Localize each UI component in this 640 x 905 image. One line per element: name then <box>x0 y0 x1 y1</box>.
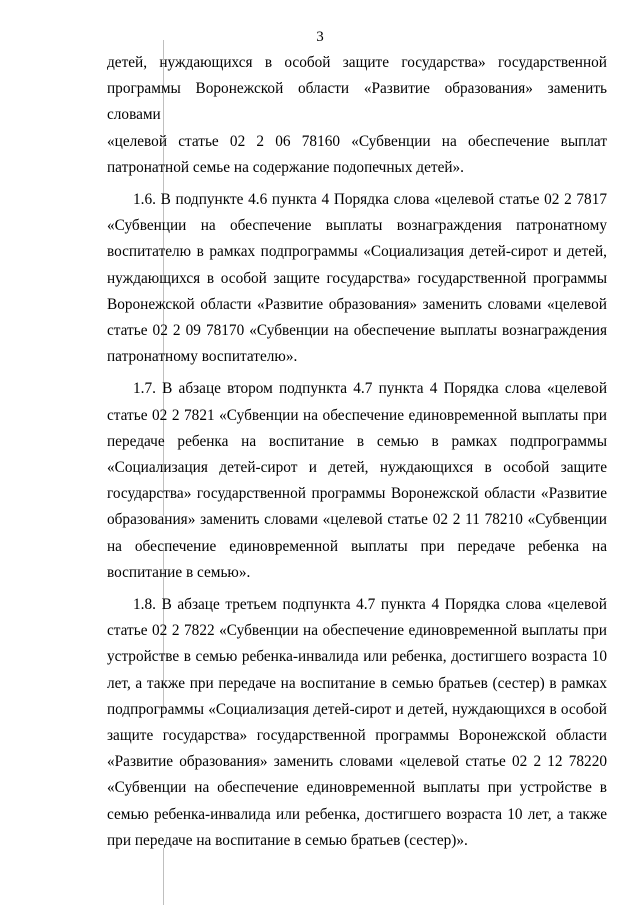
clause-1-8-start: 1.8. В абзаце третьем подпункта 4.7 пункта 4 Порядка слова «целевой <box>133 596 607 614</box>
text-line: «целевой статье 02 2 06 78160 «Субвенции на обеспечение выплат <box>107 132 607 150</box>
text-line: подпрограммы «Социализация детей-сирот и детей, нуждающихся в особой <box>107 700 607 718</box>
text-line: воспитателю в рамках подпрограммы «Социализация детей-сирот и детей, <box>107 243 607 261</box>
text-line: детей, нуждающихся в особой защите государства» государственной <box>107 54 607 71</box>
text-line: «Субвенции на обеспечение единовременной выплаты при устройстве в <box>107 779 607 797</box>
text-line: «Развитие образования» заменить словами «целевой статье 02 2 12 78220 <box>107 753 607 771</box>
text-line: программы Воронежской области «Развитие образования» заменить словами <box>107 80 607 124</box>
margin-rule-bottom <box>163 848 164 905</box>
clause-1-6-start: 1.6. В подпункте 4.6 пункта 4 Порядка слова «целевой статье 02 2 7817 <box>133 191 607 209</box>
text-line: «Социализация детей-сирот и детей, нуждающихся в особой защите <box>107 459 607 477</box>
text-line: воспитание в семью». <box>107 563 251 581</box>
clause-1-7-start: 1.7. В абзаце втором подпункта 4.7 пункта 4 Порядка слова «целевой <box>133 380 607 398</box>
text-line: статье 02 2 7821 «Субвенции на обеспечение единовременной выплаты при <box>107 406 607 424</box>
text-line: нуждающихся в особой защите государства» государственной программы <box>107 269 607 287</box>
text-line: Воронежской области «Развитие образования» заменить словами «целевой <box>107 295 607 313</box>
document-body <box>107 50 607 854</box>
text-line: устройстве в семью ребенка-инвалида или ребенка, достигшего возраста 10 <box>107 648 607 666</box>
text-line: образования» заменить словами «целевой статье 02 2 11 78210 «Субвенции <box>107 511 607 529</box>
text-line: статье 02 2 7822 «Субвенции на обеспечение единовременной выплаты при <box>107 622 607 640</box>
text-line: патронатному воспитателю». <box>107 348 298 366</box>
text-line: лет, а также при передаче на воспитание в семью братьев (сестер) в рамках <box>107 674 607 692</box>
text-line: «Субвенции на обеспечение выплаты вознаграждения патронатному <box>107 217 607 235</box>
text-line: на обеспечение единовременной выплаты при передаче ребенка на <box>107 537 607 555</box>
page-number: 3 <box>316 29 324 45</box>
text-line: патронатной семье на содержание подопечных детей». <box>107 158 465 176</box>
text-line: при передаче на воспитание в семью братьев (сестер)». <box>107 831 468 849</box>
text-line: статье 02 2 09 78170 «Субвенции на обеспечение выплаты вознаграждения <box>107 322 607 340</box>
text-line: семью ребенка-инвалида или ребенка, достигшего возраста 10 лет, а также <box>107 805 607 823</box>
text-line: государства» государственной программы Воронежской области «Развитие <box>107 485 607 503</box>
text-line: передаче ребенка на воспитание в семью в рамках подпрограммы <box>107 432 607 450</box>
text-line: защите государства» государственной программы Воронежской области <box>107 727 607 745</box>
